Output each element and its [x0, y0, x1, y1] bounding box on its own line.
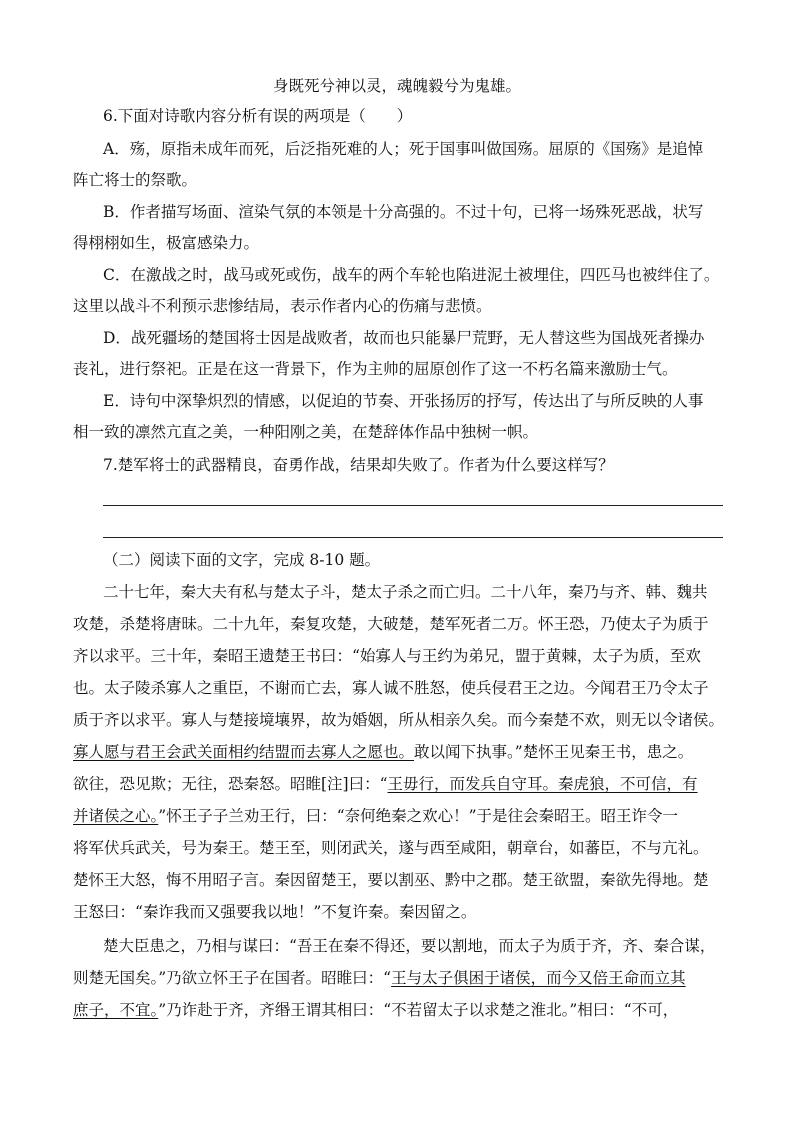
underlined-sentence-3: 王与太子俱困于诸侯，而今又倍王命而立其	[391, 969, 686, 987]
passage-line: 质于齐以求平。寡人与楚接境壤界，故为婚姻，所从相亲久矣。而今秦楚不欢，则无以令诸侯。	[73, 711, 725, 729]
underlined-sentence-1: 寡人愿与君王会武关面相约结盟而去寡人之愿也。	[73, 743, 415, 761]
q6-option-a-line2: 阵亡将士的祭歌。	[73, 171, 198, 189]
passage-line: 楚怀王大怒，悔不用昭子言。秦因留楚王，要以割巫、黔中之郡。楚王欲盟，秦欲先得地。楚	[73, 871, 709, 889]
q6-option-b-line2: 得栩栩如生，极富感染力。	[73, 234, 260, 252]
question-7-stem: 7.楚军将士的武器精良，奋勇作战，结果却失败了。作者为什么要这样写？	[103, 456, 614, 474]
q6-option-d-line2: 丧礼，进行祭祀。正是在这一背景下，作为主帅的屈原创作了这一不朽名篇来激励士气。	[73, 360, 678, 378]
passage-text: 敢以闻下执事。”楚怀王见秦王书，患之。	[414, 743, 694, 761]
passage-text: 欲往，恐见欺；无往，恐秦怒。昭睢[注]曰：“	[73, 775, 388, 793]
passage-line: 齐以求平。三十年，秦昭王遗楚王书曰：“始寡人与王约为弟兄，盟于黄棘，太子为质，至欢	[73, 647, 701, 665]
underlined-sentence-2-end: 并诸侯之心。	[73, 807, 159, 825]
underlined-sentence-2: 王毋行，而发兵自守耳。秦虎狼，不可信，有	[387, 775, 698, 793]
passage-text: ”乃诈赴于齐，齐缗王谓其相曰：“不若留太子以求楚之淮北。”相曰：“不可，	[158, 1001, 679, 1019]
passage-line	[73, 805, 678, 827]
question-6-stem: 6.下面对诗歌内容分析有误的两项是（ ）	[103, 107, 413, 125]
passage-line: 王怒曰：“秦诈我而又强要我以地！”不复许秦。秦因留之。	[73, 903, 477, 921]
section-2-heading: （二）阅读下面的文字，完成 8-10 题。	[103, 551, 381, 569]
passage-line	[73, 773, 698, 795]
passage-text: 则楚无国矣。”乃欲立怀王子在国者。昭睢曰：“	[73, 969, 392, 987]
q6-option-c-line2: 这里以战斗不利预示悲惨结局，表示作者内心的伤痛与悲愤。	[73, 297, 492, 315]
passage-line: 将军伏兵武关，号为秦王。楚王至，则闭武关，遂与西至咸阳，朝章台，如蕃臣，不与亢礼。	[73, 839, 709, 857]
passage-line: 二十七年，秦大夫有私与楚太子斗，楚太子杀之而亡归。二十八年，秦乃与齐、韩、魏共	[103, 583, 708, 601]
answer-line-1[interactable]	[103, 505, 723, 506]
passage-line: 楚大臣患之，乃相与谋曰：“吾王在秦不得还，要以割地，而太子为质于齐，齐、秦合谋，	[103, 937, 716, 955]
q6-option-e-line1: E．诗句中深挚炽烈的情感，以促迫的节奏、开张扬厉的抒写，传达出了与所反映的人事	[103, 392, 704, 410]
answer-line-2[interactable]	[103, 537, 723, 538]
q6-option-c-line1: C．在激战之时，战马或死或伤，战车的两个车轮也陷进泥土被埋住，四匹马也被绊住了。	[103, 266, 720, 284]
passage-line	[73, 967, 686, 989]
poem-last-line: 身既死兮神以灵，魂魄毅兮为鬼雄。	[272, 77, 521, 95]
passage-line: 也。太子陵杀寡人之重臣，不谢而亡去，寡人诚不胜怒，使兵侵君王之边。今闻君王乃令太子	[73, 679, 709, 697]
passage-line	[73, 741, 693, 763]
passage-line	[73, 999, 678, 1021]
q6-option-a-line1: A．殇，原指未成年而死，后泛指死难的人；死于国事叫做国殇。屈原的《国殇》是追悼	[103, 140, 704, 158]
q6-option-e-line2: 相一致的凛然亢直之美，一种阳刚之美，在楚辞体作品中独树一帜。	[73, 423, 539, 441]
q6-option-d-line1: D．战死疆场的楚国将士因是战败者，故而也只能暴尸荒野，无人替这些为国战死者操办	[103, 329, 705, 347]
q6-option-b-line1: B．作者描写场面、渲染气氛的本领是十分高强的。不过十句，已将一场殊死恶战，状写	[103, 203, 704, 221]
passage-text: ”怀王子子兰劝王行，曰：“奈何绝秦之欢心！”于是往会秦昭王。昭王诈令一	[158, 807, 679, 825]
passage-line: 攻楚，杀楚将唐昧。二十九年，秦复攻楚，大破楚，楚军死者二万。怀王恐，乃使太子为质于	[73, 615, 709, 633]
underlined-sentence-3-end: 庶子，不宜。	[73, 1001, 159, 1019]
